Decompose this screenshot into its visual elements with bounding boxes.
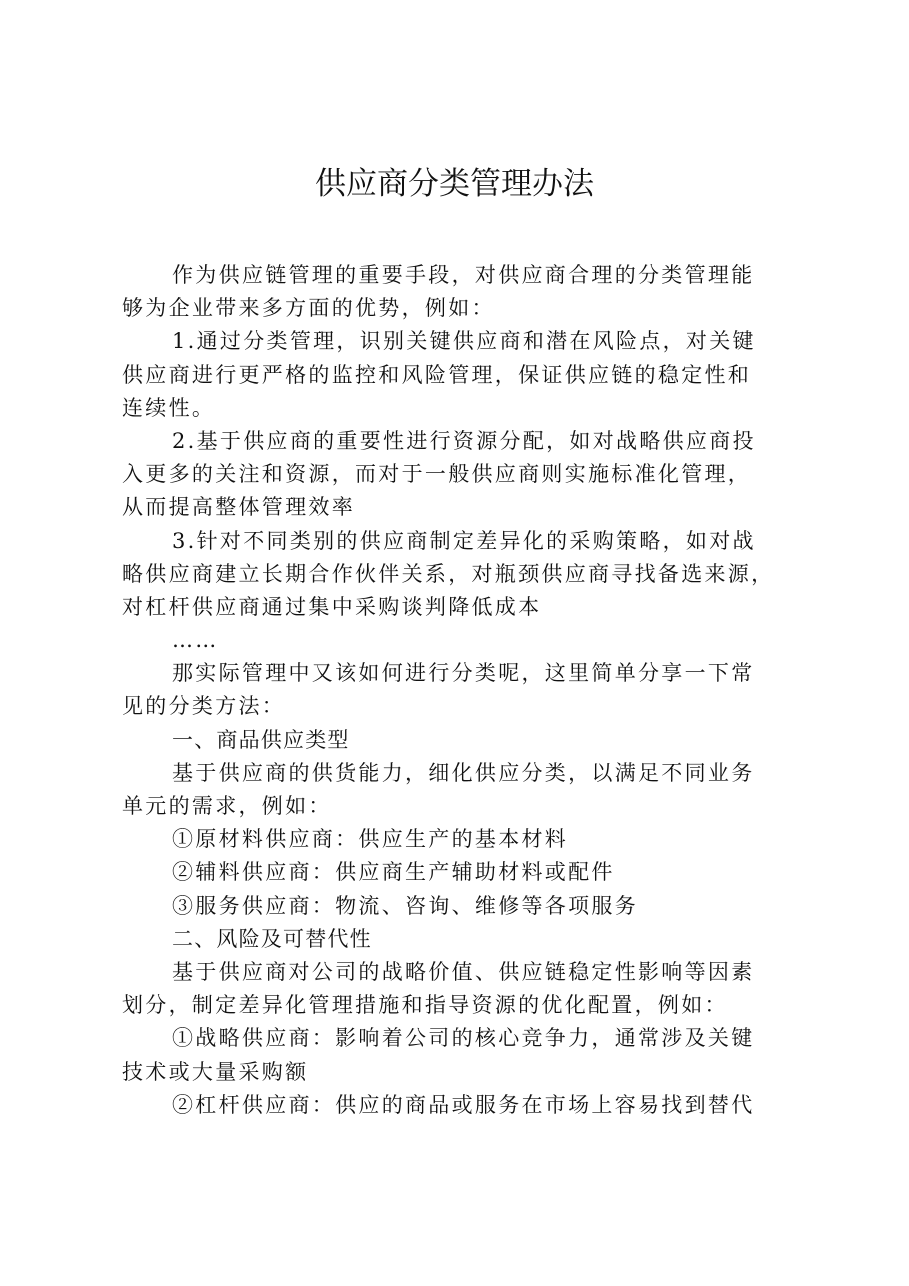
- paragraph-line: 那实际管理中又该如何进行分类呢，这里简单分享一下常: [172, 661, 755, 686]
- paragraph-line: 作为供应链管理的重要手段，对供应商合理的分类管理能: [172, 263, 755, 287]
- list-item-line: ②杠杆供应商：供应的商品或服务在市场上容易找到替代: [172, 1092, 755, 1117]
- list-item-line: 1.通过分类管理，识别关键供应商和潜在风险点，对关键: [172, 329, 756, 354]
- list-item-line: 从而提高整体管理效率: [122, 495, 355, 520]
- list-item-line: ③服务供应商：物流、咨询、维修等各项服务: [172, 893, 638, 918]
- list-item-line: 2.基于供应商的重要性进行资源分配，如对战略供应商投: [172, 428, 756, 453]
- section-heading: 二、风险及可替代性: [172, 926, 372, 951]
- list-item-line: 略供应商建立长期合作伙伴关系，对瓶颈供应商寻找备选来源，: [122, 561, 775, 586]
- paragraph-line: 单元的需求，例如：: [122, 794, 332, 818]
- list-item-line: 3.针对不同类别的供应商制定差异化的采购策略，如对战: [172, 528, 756, 553]
- paragraph-line: 见的分类方法：: [122, 694, 286, 719]
- document-title: 供应商分类管理办法: [315, 166, 594, 202]
- list-item-line: 技术或大量采购额: [122, 1059, 309, 1084]
- list-item-line: ②辅料供应商：供应商生产辅助材料或配件: [172, 860, 615, 885]
- paragraph-line: 划分，制定差异化管理措施和指导资源的优化配置，例如：: [122, 993, 728, 1018]
- list-item-line: 入更多的关注和资源，而对于一般供应商则实施标准化管理，: [122, 462, 752, 487]
- list-item-line: 对杠杆供应商通过集中采购谈判降低成本: [122, 594, 542, 619]
- paragraph-line: 够为企业带来多方面的优势，例如：: [122, 296, 495, 321]
- ellipsis-line: ……: [172, 628, 219, 653]
- list-item-line: ①战略供应商：影响着公司的核心竞争力，通常涉及关键: [172, 1026, 755, 1051]
- list-item-line: 连续性。: [122, 395, 216, 420]
- section-heading: 一、商品供应类型: [172, 727, 350, 752]
- list-item-line: ①原材料供应商：供应生产的基本材料: [172, 827, 569, 852]
- list-item-line: 供应商进行更严格的监控和风险管理，保证供应链的稳定性和: [122, 362, 752, 387]
- paragraph-line: 基于供应商的供货能力，细化供应分类，以满足不同业务: [172, 760, 755, 785]
- document-body: [122, 259, 808, 1122]
- paragraph-line: 基于供应商对公司的战略价值、供应链稳定性影响等因素: [172, 959, 755, 984]
